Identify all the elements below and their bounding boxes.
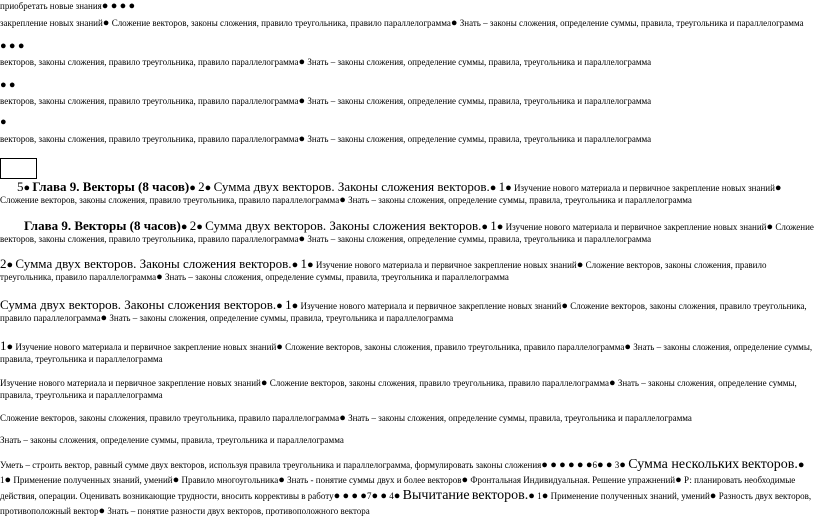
lesson-type-number: 1 xyxy=(490,218,497,233)
bullet-icon: ● xyxy=(128,0,136,12)
bullet-icon: ● xyxy=(541,490,549,502)
apply-text: Применение полученных знаний, умений xyxy=(550,491,710,501)
lesson-topic-subtraction: Вычитание xyxy=(402,488,470,503)
bullet-icon: ● xyxy=(608,377,616,389)
hours-number: 2 xyxy=(0,256,7,271)
addition-laws-text: Сложение векторов, законы сложения, правило треугольника, правило параллелограмма xyxy=(0,260,767,282)
table-cell-box xyxy=(0,158,37,179)
vectors-laws-text: векторов, законы сложения, правило треугольника, правило параллелограмма xyxy=(0,57,299,67)
def-sum-tail-text: суммы, правила, треугольника и параллелограмма xyxy=(0,342,813,364)
bullet-icon: ● xyxy=(576,259,584,271)
def-sum-tail-text: суммы, правила, треугольника и параллелограмма xyxy=(150,435,344,445)
lesson-row-type xyxy=(0,340,814,365)
bullet-icon: ● xyxy=(619,459,626,471)
polygon-rule-text: Правило многоугольника xyxy=(181,475,279,485)
bullet-row-1 xyxy=(0,40,814,52)
addition-laws-text: Сложение векторов, законы сложения, правило треугольника, правило параллелограмма xyxy=(285,342,625,352)
vectors-word: векторов. xyxy=(471,488,529,503)
know-laws-text: Знать – законы сложения, определение суммы, правила, треугольника и параллелограмма xyxy=(348,195,692,205)
lesson-type-text: Изучение нового материала и первичное закрепление новых знаний xyxy=(505,222,767,232)
bullet-icon: ● xyxy=(298,95,306,107)
bullet-icon: ● xyxy=(481,221,488,233)
bullet-icon: ● xyxy=(23,182,31,194)
know-laws-short-text: Знать – законы сложения, определение xyxy=(0,435,149,445)
bullet-icon: ● xyxy=(276,341,283,353)
text-line-3 xyxy=(0,56,814,68)
bullet-icon: ● xyxy=(260,377,268,389)
skill-build-text: Уметь – строить вектор, равный сумме двух векторов, используя правила треугольника и параллелограмма, формулировать законы сложения xyxy=(0,460,542,470)
know-laws-text: Знать – законы сложения, определение суммы, правила, треугольника и параллелограмма xyxy=(459,18,804,28)
bullet-icon: ● xyxy=(306,259,314,271)
bullet-icon: ● xyxy=(100,312,108,324)
addition-laws-text: Сложение векторов, законы сложения, правило треугольника, правило параллелограмма xyxy=(0,413,340,423)
bullet-icon: ● xyxy=(624,341,632,353)
bullet-icon: ● xyxy=(6,341,14,353)
apply-text: Применение полученных знаний, умений xyxy=(13,475,173,485)
lesson-topic: Сумма двух векторов. Законы сложения векторов. xyxy=(205,218,482,233)
lesson-row-several xyxy=(0,457,814,519)
bullet-icon: ● xyxy=(559,459,566,471)
hours-number: 2 xyxy=(189,218,197,233)
bullet-icon: ● xyxy=(496,221,504,233)
know-laws-text: Знать – законы сложения, определение суммы, правила, треугольника и параллелограмма xyxy=(109,313,454,323)
know-laws-text: Знать – законы сложения, определение суммы, правила, треугольника и параллелограмма xyxy=(307,96,652,106)
regulatory-text: Р: планировать необходимые действия, операции. Оценивать возникающие трудности, вносить коррективы в работу xyxy=(0,475,796,501)
bullet-icon: ● xyxy=(119,0,127,12)
bullet-icon: ● xyxy=(298,233,306,245)
bullet-icon: ● xyxy=(605,459,613,471)
lesson-type-number: 1 xyxy=(0,338,7,353)
text-line-4 xyxy=(0,95,814,107)
know-laws-text: Знать – законы сложения, определение суммы, правила, треугольника и параллелограмма xyxy=(165,272,509,282)
addition-laws-text: Сложение векторов, законы сложения, правило треугольника, правило параллелограмма xyxy=(269,378,609,388)
know-laws-text: Знать – законы сложения, определение суммы, правила, треугольника и параллелограмма xyxy=(307,134,652,144)
diff-two-text: Разность двух векторов, противоположный вектор xyxy=(0,491,812,516)
bullet-icon: ● xyxy=(550,459,557,471)
know-concept-text: Знать - понятие суммы двух и более векторов xyxy=(287,475,462,485)
bullet-icon: ● xyxy=(110,0,118,12)
bullet-row-3 xyxy=(0,116,814,128)
bullet-icon: ● xyxy=(380,490,387,502)
lesson-topic: Сумма двух векторов. Законы сложения векторов. xyxy=(0,297,277,312)
lesson-type-number: 1 xyxy=(498,179,506,194)
bullet-icon: ● xyxy=(278,474,285,486)
bullet-icon: ● xyxy=(774,182,782,194)
acquire-knowledge-text: приобретать новые знания xyxy=(0,1,102,11)
bullet-icon: ● xyxy=(291,300,299,312)
bullet-icon: ● xyxy=(339,194,346,206)
text-line-1 xyxy=(0,0,814,12)
know-laws-short-text: Знать – законы сложения, определение xyxy=(633,342,782,352)
bullet-icon: ● xyxy=(371,490,379,502)
frontal-text: Фронтальная xyxy=(470,475,522,485)
lesson-row-hours xyxy=(0,258,814,283)
lesson-type-number: 1 xyxy=(537,491,542,501)
bullet-icon: ● xyxy=(180,221,188,233)
bullet-icon: ● xyxy=(342,490,350,502)
bullet-icon: ● xyxy=(351,490,359,502)
bullet-icon: ● xyxy=(0,79,7,91)
vectors-laws-text: векторов, законы сложения, правило треугольника, правило параллелограмма xyxy=(0,96,299,106)
bullet-icon: ● xyxy=(291,259,299,271)
bullet-icon: ● xyxy=(528,490,535,502)
lesson-number: 7 xyxy=(366,491,372,501)
lesson-row-study xyxy=(0,377,814,401)
lesson-type-text: Изучение нового материала и первичное закрепление новых знаний xyxy=(300,301,562,311)
bullet-icon: ● xyxy=(360,490,367,502)
know-laws-text: Знать – законы сложения, определение суммы, правила, треугольника и параллелограмма xyxy=(348,413,692,423)
hours-number: 3 xyxy=(614,460,620,470)
bullet-row-2 xyxy=(0,79,814,91)
know-laws-text: Знать – законы сложения, определение суммы, правила, треугольника и параллелограмма xyxy=(307,57,652,67)
lesson-type-text: Изучение нового материала и первичное закрепление новых знаний xyxy=(315,260,577,270)
bullet-icon: ● xyxy=(541,459,548,471)
bullet-icon: ● xyxy=(797,459,805,471)
bullet-icon: ● xyxy=(276,300,283,312)
bullet-icon: ● xyxy=(393,490,401,502)
lesson-type-text: Изучение нового материала и первичное закрепление новых знаний xyxy=(0,378,261,388)
hours-number: 2 xyxy=(198,179,205,194)
text-line-2 xyxy=(0,17,814,29)
vectors-laws-text: векторов, законы сложения, правило треугольника, правило параллелограмма xyxy=(0,134,299,144)
lesson-number: 5 xyxy=(17,179,24,194)
lesson-type-text: Изучение нового материала и первичное закрепление новых знаний xyxy=(15,342,277,352)
bullet-icon: ● xyxy=(450,17,458,29)
chapter-title: Глава 9. Векторы (8 часов) xyxy=(32,179,190,194)
bullet-icon: ● xyxy=(576,459,584,471)
lesson-row-know xyxy=(0,434,814,446)
bullet-icon: ● xyxy=(561,300,568,312)
bullet-icon: ● xyxy=(101,0,109,12)
text-line-5 xyxy=(0,133,814,145)
hours-number: 4 xyxy=(389,491,394,501)
bullet-icon: ● xyxy=(568,459,575,471)
lesson-type-number: 1 xyxy=(0,475,5,485)
bullet-icon: ● xyxy=(489,182,497,194)
bullet-icon: ● xyxy=(505,182,512,194)
bullet-icon: ● xyxy=(0,40,7,52)
bullet-icon: ● xyxy=(172,474,180,486)
individual-text: Индивидуальная. Решение упражнений xyxy=(523,475,676,485)
bullet-icon: ● xyxy=(189,182,196,194)
chapter-title: Глава 9. Векторы (8 часов) xyxy=(24,218,181,233)
bullet-icon: ● xyxy=(766,221,774,233)
bullet-icon: ● xyxy=(333,490,341,502)
bullet-icon: ● xyxy=(461,474,469,486)
bullet-icon: ● xyxy=(102,17,110,29)
bullet-icon: ● xyxy=(98,505,106,517)
lesson-type-number: 1 xyxy=(300,256,307,271)
bullet-icon: ● xyxy=(339,412,346,424)
bullet-icon: ● xyxy=(156,271,163,283)
bullet-icon: ● xyxy=(196,221,203,233)
vectors-laws-text: векторов, законы сложения, правило треугольника, правило параллелограмма xyxy=(40,195,340,205)
know-laws-text: Знать – законы сложения, определение суммы, правила, треугольника и параллелограмма xyxy=(307,234,652,244)
bullet-icon: ● xyxy=(8,79,16,91)
lesson-row-topic xyxy=(0,299,814,324)
lesson-topic: Сумма двух векторов. Законы сложения векторов. xyxy=(213,179,490,194)
lesson-number: 6 xyxy=(592,460,597,470)
bullet-icon: ● xyxy=(596,459,604,471)
know-laws-text: Знать – законы сложения, определение суммы, правила, треугольника и параллелограмма xyxy=(0,378,797,400)
bullet-icon: ● xyxy=(8,40,16,52)
bullet-icon: ● xyxy=(675,474,682,486)
lesson-row-5 xyxy=(0,181,814,206)
bullet-icon: ● xyxy=(204,182,212,194)
bullet-icon: ● xyxy=(0,116,7,128)
bullet-icon: ● xyxy=(585,459,593,471)
vectors-laws-text: векторов, законы сложения, правило треугольника, правило параллелограмма xyxy=(0,234,299,244)
consolidation-text: закрепление новых знаний xyxy=(0,18,103,28)
lesson-row-chapter xyxy=(0,220,814,245)
addition-word: Сложение xyxy=(0,195,39,205)
bullet-icon: ● xyxy=(17,40,25,52)
lesson-type-number: 1 xyxy=(285,297,292,312)
addition-laws-text: Сложение векторов, законы сложения, правило треугольника, правило параллелограмма xyxy=(0,301,807,323)
addition-laws-text: Сложение векторов, законы сложения, правило треугольника, правило параллелограмма xyxy=(111,18,451,28)
bullet-icon: ● xyxy=(4,474,12,486)
bullet-icon: ● xyxy=(709,490,717,502)
addition-word: Сложение xyxy=(775,222,814,232)
lesson-topic: Сумма двух векторов. Законы сложения векторов. xyxy=(15,256,292,271)
bullet-icon: ● xyxy=(6,259,14,271)
vectors-word: векторов. xyxy=(741,457,798,472)
lesson-type-text: Изучение нового материала и первичное закрепление новых знаний xyxy=(514,183,775,193)
know-diff-text: Знать – понятие разности двух векторов, противоположного вектора xyxy=(107,506,370,516)
bullet-icon: ● xyxy=(298,133,306,145)
bullet-icon: ● xyxy=(298,56,306,68)
lesson-row-addition xyxy=(0,412,814,424)
lesson-topic-several: Сумма нескольких xyxy=(628,457,740,472)
